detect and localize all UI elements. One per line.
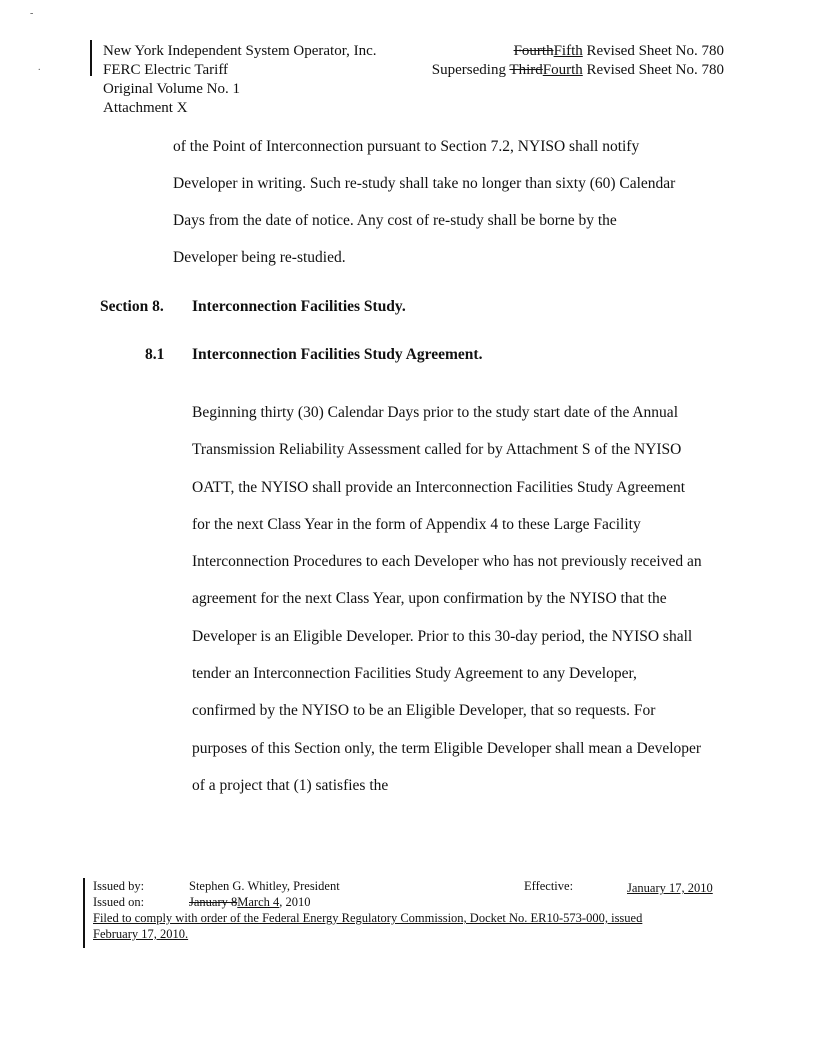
body-line: Developer in writing. Such re-study shall take no longer than sixty (60) Calendar — [173, 175, 676, 192]
footer-change-bar — [83, 878, 85, 948]
header-left — [103, 42, 377, 118]
body-line: OATT, the NYISO shall provide an Interconnection Facilities Study Agreement — [192, 478, 686, 496]
header-right — [432, 42, 724, 80]
effective-date: January 17, 2010 — [627, 881, 713, 895]
body-line: Interconnection Procedures to each Developer who has not previously received an — [192, 553, 702, 571]
issued-on-label: Issued on: — [93, 895, 145, 909]
body-line: for the next Class Year in the form of Appendix 4 to these Large Facility — [192, 515, 641, 533]
scan-mark: . — [38, 62, 41, 73]
header-volume: Original Volume No. 1 — [103, 81, 240, 97]
body-line: confirmed by the NYISO to be an Eligible Developer, that so requests. For — [192, 702, 656, 720]
struck-issue-date: January 8 — [189, 895, 238, 909]
inserted-superseded: Fourth — [542, 62, 583, 78]
body-line: Developer being re-studied. — [173, 249, 346, 266]
body-line: of the Point of Interconnection pursuant to Section 7.2, NYISO shall notify — [173, 138, 640, 155]
superseding-rest: Revised Sheet No. 780 — [582, 62, 724, 78]
effective-label: Effective: — [524, 879, 574, 893]
body-line: of a project that (1) satisfies the — [192, 776, 389, 794]
body-line: Developer is an Eligible Developer. Prior to this 30-day period, the NYISO shall — [192, 627, 693, 645]
header-attachment: Attachment X — [103, 100, 188, 116]
subsection-title: Interconnection Facilities Study Agreement. — [192, 346, 483, 363]
section-title: Interconnection Facilities Study. — [192, 298, 406, 315]
sheet-number-rest: Revised Sheet No. 780 — [582, 43, 724, 59]
superseding-line — [432, 61, 724, 80]
subsection-number: 8.1 — [145, 346, 165, 363]
body-line: Beginning thirty (30) Calendar Days prior to the study start date of the Annual — [192, 404, 678, 421]
body-line: tender an Interconnection Facilities Study Agreement to any Developer, — [192, 665, 637, 683]
superseding-prefix: Superseding — [431, 62, 510, 78]
struck-superseded: Third — [509, 62, 543, 78]
body-line: purposes of this Section only, the term Eligible Developer shall mean a Developer — [192, 739, 702, 757]
section-8-1-paragraph — [192, 394, 732, 804]
section-number: Section 8. — [100, 298, 164, 315]
header-change-bar — [90, 40, 92, 76]
header-company: New York Independent System Operator, Inc. — [103, 43, 377, 59]
inserted-revision: Fifth — [553, 43, 583, 59]
issue-year: , 2010 — [279, 895, 311, 909]
body-line: Transmission Reliability Assessment called for by Attachment S of the NYISO — [192, 441, 682, 459]
issued-by-label: Issued by: — [93, 879, 145, 893]
issued-by-value: Stephen G. Whitley, President — [189, 879, 340, 893]
sheet-number-line — [432, 42, 724, 61]
issued-on-value — [189, 895, 311, 910]
body-line: Days from the date of notice. Any cost of re-study shall be borne by the — [173, 212, 617, 229]
header-tariff: FERC Electric Tariff — [103, 62, 229, 78]
body-line: agreement for the next Class Year, upon confirmation by the NYISO that the — [192, 590, 667, 608]
filed-compliance-date: February 17, 2010. — [93, 927, 189, 941]
inserted-issue-date: March 4 — [237, 895, 280, 909]
scan-mark: - — [30, 8, 34, 19]
struck-revision: Fourth — [513, 43, 554, 59]
continuation-paragraph — [173, 128, 733, 276]
filed-compliance-line: Filed to comply with order of the Federal Energy Regulatory Commission, Docket No. ER10-573-000, issued — [93, 911, 643, 925]
